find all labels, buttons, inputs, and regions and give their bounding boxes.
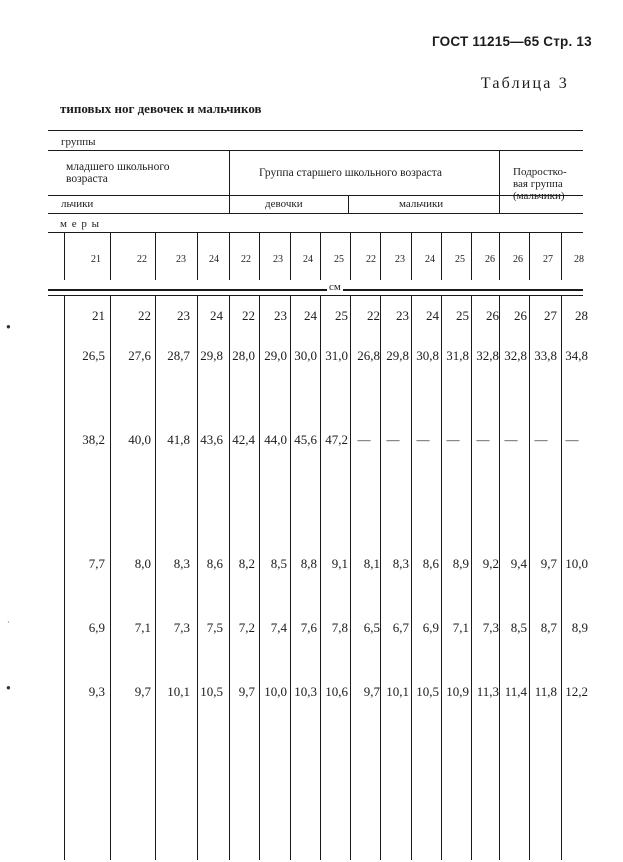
- size-label: 24: [209, 254, 219, 265]
- table-cell: 47,2: [325, 432, 348, 447]
- rule-top: [48, 130, 583, 131]
- table-cell: 27: [544, 308, 557, 323]
- size-label: 21: [91, 254, 101, 265]
- table-cell: 10,1: [167, 684, 190, 699]
- rule: [48, 295, 583, 296]
- table-cell: 10,3: [294, 684, 317, 699]
- page-header: ГОСТ 11215—65 Стр. 13: [432, 34, 592, 49]
- body-col-line: [64, 295, 65, 860]
- table-cell: 6,9: [88, 620, 105, 635]
- header-col-line: [259, 232, 260, 280]
- header-col-line: [561, 232, 562, 280]
- table-cell: 10,5: [416, 684, 439, 699]
- table-cell: 24: [426, 308, 439, 323]
- margin-mark: ●: [6, 322, 11, 331]
- table-cell: 8,1: [363, 556, 380, 571]
- table-cell: 8,5: [510, 620, 527, 635]
- body-col-line: [110, 295, 111, 860]
- header-col-line: [529, 232, 530, 280]
- header-col-line: [350, 232, 351, 280]
- table-cell: 44,0: [264, 432, 287, 447]
- label-older-group: Группа старшего школьного возраста: [259, 167, 442, 179]
- size-label: 22: [366, 254, 376, 265]
- table-cell: 8,3: [392, 556, 409, 571]
- table-cell: 30,0: [294, 348, 317, 363]
- table-cell: 8,0: [134, 556, 151, 571]
- header-col-line: [411, 232, 412, 280]
- table-cell: 9,3: [88, 684, 105, 699]
- table-cell: 28: [575, 308, 588, 323]
- table-cell: 26,5: [82, 348, 105, 363]
- table-cell: 25: [335, 308, 348, 323]
- rule: [48, 232, 583, 233]
- size-label: 25: [334, 254, 344, 265]
- rule: [48, 195, 583, 196]
- table-cell: 26: [486, 308, 499, 323]
- label-unit: см: [329, 281, 341, 293]
- rule: [48, 150, 583, 151]
- table-cell: 26,8: [357, 348, 380, 363]
- table-cell: 9,7: [238, 684, 255, 699]
- table-cell: 7,6: [300, 620, 317, 635]
- table-cell: 8,9: [571, 620, 588, 635]
- table-cell: 32,8: [504, 348, 527, 363]
- size-label: 24: [303, 254, 313, 265]
- table-cell: 9,7: [363, 684, 380, 699]
- table-cell: 7,7: [88, 556, 105, 571]
- table-cell: 22: [242, 308, 255, 323]
- header-col-line: [471, 232, 472, 280]
- table-cell: 26: [514, 308, 527, 323]
- body-col-line: [290, 295, 291, 860]
- table-cell: 7,1: [452, 620, 469, 635]
- table-cell: 8,5: [270, 556, 287, 571]
- size-label: 26: [485, 254, 495, 265]
- table-cell: 7,2: [238, 620, 255, 635]
- size-label: 22: [241, 254, 251, 265]
- header-col-line: [320, 232, 321, 280]
- size-label: 24: [425, 254, 435, 265]
- table-cell: 6,9: [422, 620, 439, 635]
- size-label: 26: [513, 254, 523, 265]
- label-teen-group: Подростко- вая группа (мальчики): [513, 166, 567, 202]
- label-measures: м е р ы: [60, 218, 100, 230]
- table-cell: 8,3: [173, 556, 190, 571]
- table-cell: 23: [274, 308, 287, 323]
- header-col-line: [155, 232, 156, 280]
- table-cell: 7,3: [173, 620, 190, 635]
- rule: [48, 213, 583, 214]
- body-col-line: [441, 295, 442, 860]
- size-label: 28: [574, 254, 584, 265]
- body-col-line: [259, 295, 260, 860]
- group-divider: [499, 150, 500, 213]
- body-col-line: [499, 295, 500, 860]
- body-col-line: [380, 295, 381, 860]
- table-cell: 8,9: [452, 556, 469, 571]
- body-col-line: [197, 295, 198, 860]
- table-cell: 29,8: [200, 348, 223, 363]
- table-cell: —: [357, 432, 371, 447]
- table-cell: 10,1: [386, 684, 409, 699]
- table-cell: 40,0: [128, 432, 151, 447]
- table-cell: —: [386, 432, 400, 447]
- label-gruppy: группы: [61, 136, 96, 148]
- table-cell: 22: [138, 308, 151, 323]
- table-cell: 8,2: [238, 556, 255, 571]
- table-cell: 9,1: [331, 556, 348, 571]
- body-col-line: [350, 295, 351, 860]
- table-cell: 33,8: [534, 348, 557, 363]
- label-boys-left: льчики: [61, 198, 94, 210]
- table-cell: 10,5: [200, 684, 223, 699]
- body-col-line: [411, 295, 412, 860]
- table-cell: —: [534, 432, 548, 447]
- table-cell: 34,8: [565, 348, 588, 363]
- table-cell: 12,2: [565, 684, 588, 699]
- header-col-line: [441, 232, 442, 280]
- table-cell: 10,0: [264, 684, 287, 699]
- table-cell: —: [416, 432, 430, 447]
- size-label: 27: [543, 254, 553, 265]
- body-col-line: [561, 295, 562, 860]
- table-cell: 30,8: [416, 348, 439, 363]
- table-cell: 45,6: [294, 432, 317, 447]
- table-cell: 7,3: [482, 620, 499, 635]
- table-cell: 27,6: [128, 348, 151, 363]
- table-cell: 38,2: [82, 432, 105, 447]
- table-cell: 22: [367, 308, 380, 323]
- table-cell: 10,9: [446, 684, 469, 699]
- table-cell: 25: [456, 308, 469, 323]
- table-cell: 11,4: [504, 684, 527, 699]
- body-col-line: [471, 295, 472, 860]
- table-cell: 6,5: [363, 620, 380, 635]
- header-col-line: [290, 232, 291, 280]
- label-younger-group: младшего школьного возраста: [66, 161, 170, 185]
- table-cell: 7,5: [206, 620, 223, 635]
- table-cell: 9,2: [482, 556, 499, 571]
- size-label: 22: [137, 254, 147, 265]
- table-cell: 9,7: [540, 556, 557, 571]
- table-cell: 43,6: [200, 432, 223, 447]
- table-cell: 10,6: [325, 684, 348, 699]
- size-label: 23: [273, 254, 283, 265]
- table-number: Таблица 3: [480, 75, 569, 92]
- rule-heavy: [48, 289, 583, 291]
- size-label: 25: [455, 254, 465, 265]
- header-col-line: [110, 232, 111, 280]
- table-cell: 32,8: [476, 348, 499, 363]
- table-cell: —: [504, 432, 518, 447]
- table-cell: 11,8: [534, 684, 557, 699]
- table-cell: 8,6: [422, 556, 439, 571]
- header-col-line: [197, 232, 198, 280]
- size-label: 23: [176, 254, 186, 265]
- table-cell: 7,8: [331, 620, 348, 635]
- size-label: 23: [395, 254, 405, 265]
- table-cell: 23: [177, 308, 190, 323]
- group-divider: [229, 150, 230, 213]
- table-cell: 6,7: [392, 620, 409, 635]
- table-cell: 21: [92, 308, 105, 323]
- table-cell: —: [446, 432, 460, 447]
- table-cell: 9,7: [134, 684, 151, 699]
- table-cell: 23: [396, 308, 409, 323]
- table-cell: —: [565, 432, 579, 447]
- table-cell: 7,4: [270, 620, 287, 635]
- header-col-line: [64, 232, 65, 280]
- subgroup-divider: [348, 195, 349, 213]
- table-cell: 24: [210, 308, 223, 323]
- table-cell: 31,8: [446, 348, 469, 363]
- label-girls: девочки: [265, 198, 303, 210]
- table-cell: 7,1: [134, 620, 151, 635]
- body-col-line: [229, 295, 230, 860]
- body-col-line: [320, 295, 321, 860]
- body-col-line: [529, 295, 530, 860]
- table-cell: 10,0: [565, 556, 588, 571]
- table-cell: 42,4: [232, 432, 255, 447]
- table-cell: 29,8: [386, 348, 409, 363]
- header-col-line: [499, 232, 500, 280]
- table-cell: 8,6: [206, 556, 223, 571]
- table-cell: 28,0: [232, 348, 255, 363]
- table-cell: 9,4: [510, 556, 527, 571]
- table-cell: —: [476, 432, 490, 447]
- table-cell: 31,0: [325, 348, 348, 363]
- body-col-line: [155, 295, 156, 860]
- header-col-line: [380, 232, 381, 280]
- table-cell: 41,8: [167, 432, 190, 447]
- label-boys: мальчики: [399, 198, 444, 210]
- table-cell: 8,7: [540, 620, 557, 635]
- table-cell: 24: [304, 308, 317, 323]
- margin-mark: ●: [6, 683, 11, 692]
- table-cell: 28,7: [167, 348, 190, 363]
- table-cell: 8,8: [300, 556, 317, 571]
- header-col-line: [229, 232, 230, 280]
- table-cell: 11,3: [476, 684, 499, 699]
- table-cell: 29,0: [264, 348, 287, 363]
- margin-mark: ·: [7, 618, 10, 627]
- table-title: типовых ног девочек и мальчиков: [60, 101, 262, 116]
